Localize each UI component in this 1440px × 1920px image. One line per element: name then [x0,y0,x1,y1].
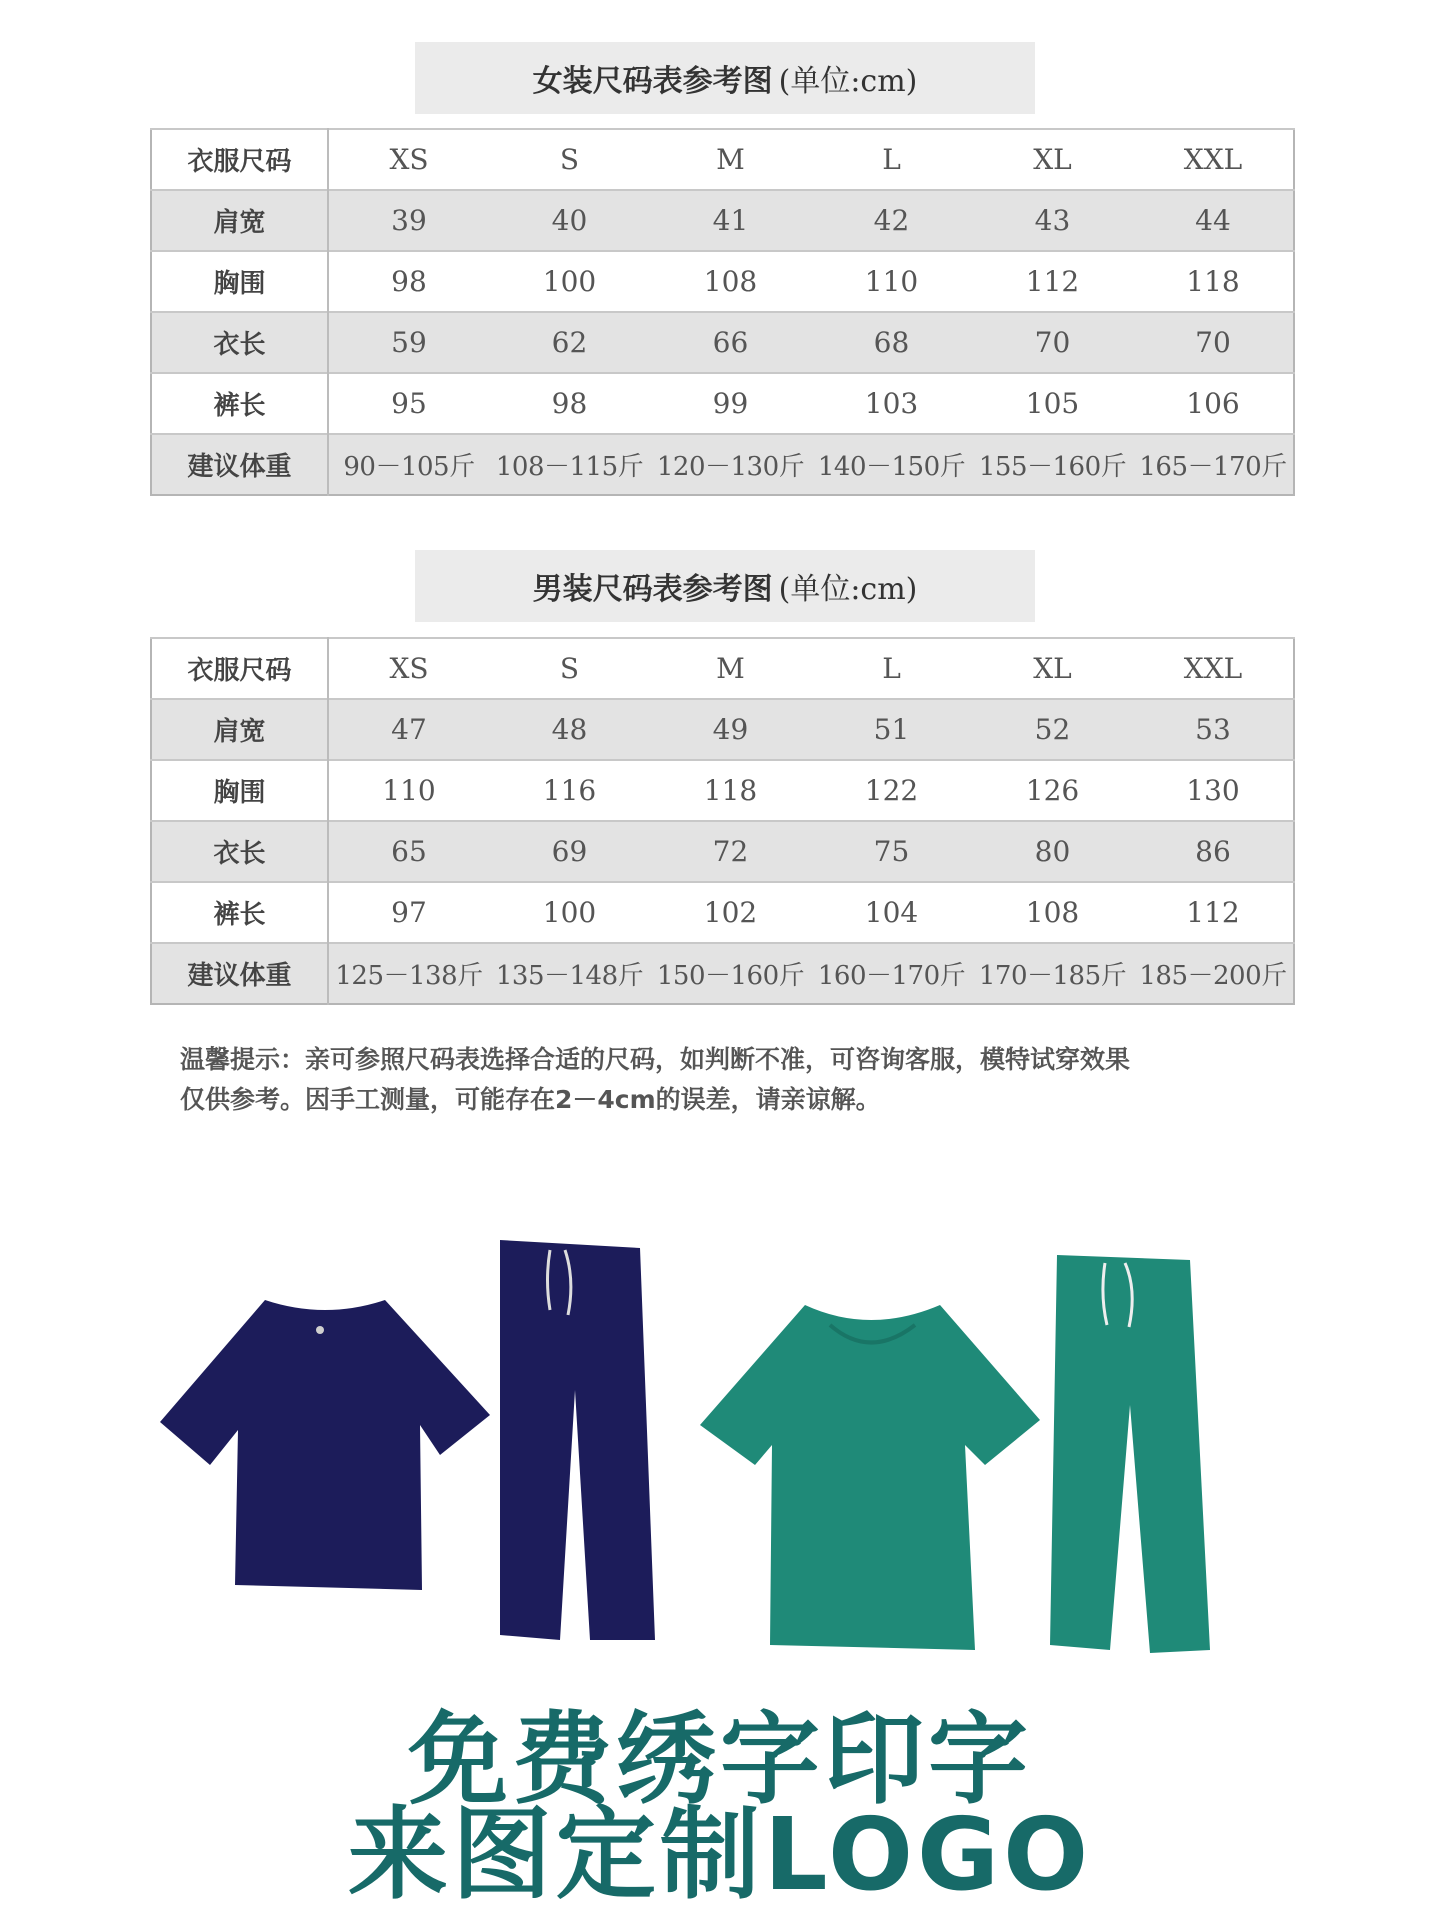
table-cell: L [811,638,972,699]
row-label: 胸围 [151,760,328,821]
table-cell: 48 [489,699,650,760]
table-cell: M [650,638,811,699]
table-cell: 68 [811,312,972,373]
table-cell: L [811,129,972,190]
table-cell: 49 [650,699,811,760]
table-cell: 170－185斤 [972,943,1133,1004]
table-cell: 135－148斤 [489,943,650,1004]
table-cell: 105 [972,373,1133,434]
table-cell: 51 [811,699,972,760]
table-cell: S [489,129,650,190]
table-cell: S [489,638,650,699]
table-cell: M [650,129,811,190]
row-label: 肩宽 [151,190,328,251]
table-cell: 86 [1133,821,1294,882]
size-tip-line1: 温馨提示：亲可参照尺码表选择合适的尺码，如判断不准，可咨询客服，模特试穿效果 [180,1045,1131,1074]
table-cell: 125－138斤 [328,943,489,1004]
women-chart-title [415,42,1035,114]
table-cell: 66 [650,312,811,373]
men-chart-unit: (单位:cm) [778,572,918,607]
promo-line1: 免费绣字印字 [408,1701,1032,1818]
table-cell: 53 [1133,699,1294,760]
table-cell: 102 [650,882,811,943]
table-cell: 70 [1133,312,1294,373]
table-cell: 69 [489,821,650,882]
table-cell: 90－105斤 [328,434,489,495]
table-cell: 43 [972,190,1133,251]
table-cell: 95 [328,373,489,434]
table-cell: 165－170斤 [1133,434,1294,495]
men-chart-title-text: 男装尺码表参考图 [532,572,773,607]
table-cell: 98 [489,373,650,434]
table-cell: 116 [489,760,650,821]
table-row [151,312,1294,373]
table-cell: 122 [811,760,972,821]
table-row [151,251,1294,312]
row-label: 建议体重 [151,943,328,1004]
table-row [151,943,1294,1004]
navy-scrub-pants-image [490,1240,660,1640]
men-size-table [150,637,1295,1005]
men-chart-title [415,550,1035,622]
table-cell: 98 [328,251,489,312]
row-label: 衣长 [151,312,328,373]
table-cell: 99 [650,373,811,434]
table-row [151,638,1294,699]
table-row [151,760,1294,821]
row-label: 衣服尺码 [151,129,328,190]
table-cell: XS [328,638,489,699]
table-cell: 185－200斤 [1133,943,1294,1004]
table-row [151,373,1294,434]
table-cell: 118 [1133,251,1294,312]
table-row [151,434,1294,495]
row-label: 衣服尺码 [151,638,328,699]
table-cell: 62 [489,312,650,373]
size-tip-line2: 仅供参考。因手工测量，可能存在2－4cm的误差，请亲谅解。 [180,1085,881,1114]
table-cell: 118 [650,760,811,821]
table-cell: 59 [328,312,489,373]
table-cell: 100 [489,251,650,312]
table-cell: 40 [489,190,650,251]
row-label: 肩宽 [151,699,328,760]
table-cell: 100 [489,882,650,943]
teal-scrub-top-image [700,1305,1040,1650]
row-label: 衣长 [151,821,328,882]
table-cell: XL [972,638,1133,699]
table-row [151,699,1294,760]
table-cell: 47 [328,699,489,760]
table-cell: 103 [811,373,972,434]
table-cell: 108－115斤 [489,434,650,495]
row-label: 裤长 [151,373,328,434]
table-cell: 126 [972,760,1133,821]
table-cell: XXL [1133,129,1294,190]
table-cell: 150－160斤 [650,943,811,1004]
table-row [151,821,1294,882]
women-size-table [150,128,1295,496]
table-cell: 75 [811,821,972,882]
table-cell: 120－130斤 [650,434,811,495]
table-cell: 104 [811,882,972,943]
table-cell: XXL [1133,638,1294,699]
women-chart-unit: (单位:cm) [778,64,918,99]
table-cell: 80 [972,821,1133,882]
table-cell: 97 [328,882,489,943]
size-tip [180,1040,1300,1120]
table-cell: 44 [1133,190,1294,251]
table-cell: 70 [972,312,1133,373]
table-row [151,190,1294,251]
table-cell: 140－150斤 [811,434,972,495]
table-cell: 110 [328,760,489,821]
women-chart-title-text: 女装尺码表参考图 [532,64,773,99]
table-cell: 108 [972,882,1133,943]
table-cell: 72 [650,821,811,882]
table-cell: 108 [650,251,811,312]
table-cell: 39 [328,190,489,251]
table-cell: 112 [972,251,1133,312]
row-label: 裤长 [151,882,328,943]
row-label: 建议体重 [151,434,328,495]
table-cell: 112 [1133,882,1294,943]
row-label: 胸围 [151,251,328,312]
promo-line2: 来图定制LOGO [347,1796,1093,1913]
table-cell: 65 [328,821,489,882]
table-cell: 110 [811,251,972,312]
table-cell: 155－160斤 [972,434,1133,495]
table-row [151,882,1294,943]
table-row [151,129,1294,190]
teal-scrub-pants-image [1045,1255,1215,1655]
table-cell: 106 [1133,373,1294,434]
table-cell: 160－170斤 [811,943,972,1004]
table-cell: 130 [1133,760,1294,821]
table-cell: 41 [650,190,811,251]
table-cell: XS [328,129,489,190]
table-cell: 52 [972,699,1133,760]
table-cell: 42 [811,190,972,251]
navy-scrub-top-image [160,1290,490,1590]
table-cell: XL [972,129,1133,190]
